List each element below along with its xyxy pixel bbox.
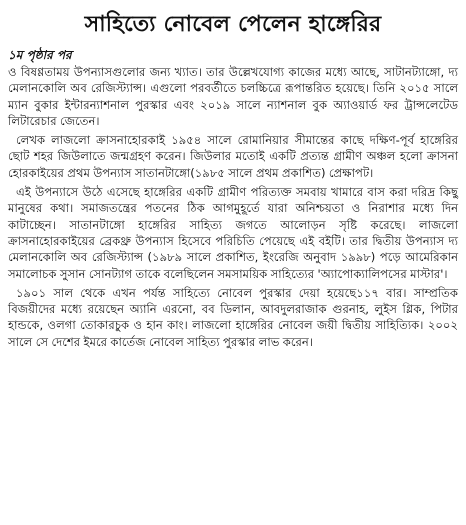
article-headline: সাহিত্যে নোবেল পেলেন হাঙ্গেরির [84, 12, 382, 37]
article-paragraph: এই উপন্যাসে উঠে এসেছে হাঙ্গেরির একটি গ্রামীণ পরিত্যক্ত সমবায় খামারে বাস করা দরিদ্র কিছু মানুষের কথা। সমাজতন্ত্রের পতনের ঠিক আগমুহূর্তে যারা অনিশ্চয়তা ও নিরাশার মধ্যে দিন কাটাচ্ছেন। সাতানটাঙ্গো হাঙ্গেরির সাহিত্য জগতে আলোড়ন সৃষ্টি করেছে। লাজলো ক্রাসনাহোরকাইয়ের ব্রেকথ্রু উপন্যাস হিসেবে পরিচিতি পেয়েছে এই বইটি। তার দ্বিতীয় উপন্যাস দ্য মেলানকোলি অব রেজিস্ট্যান্স (১৯৮৯ সালে প্রকাশিত, ইংরেজি অনুবাদ ১৯৯৮) পড়ে আমেরিকান সমালোচক সুসান সোনট্যাগ তাকে বলেছিলেন সমসাময়িক সাহিত্যের 'অ্যাপোক্যালিপসের মাস্টার'। [8, 185, 458, 281]
article-paragraph: লেখক লাজলো ক্রাসনাহোরকাই ১৯৫৪ সালে রোমানিয়ার সীমান্তের কাছে দক্ষিণ-পূর্ব হাঙ্গেরির ছোট শহর জিউলাতে জন্মগ্রহণ করেন। জিউলার মতোই একটি প্রত্যন্ত গ্রামীণ অঞ্চল হলো ক্রাসনা হোরকাইয়ের প্রথম উপন্যাস সাতানটাঙ্গো(১৯৮৫ সালে প্রথম প্রকাশিত) প্রেক্ষাপট। [8, 133, 458, 180]
article-paragraph: ও বিষণ্ণতাময় উপন্যাসগুলোর জন্য খ্যাত। তার উল্লেখযোগ্য কাজের মধ্যে আছে, সাটানট্যাঙ্গো, দ্য মেলানকোলি অব রেজিস্ট্যান্স। এগুলো পরবর্তীতে চলচ্চিত্রে রূপান্তরিত হয়েছে। তিনি ২০১৫ সালে ম্যান বুকার ইন্টারন্যাশনাল পুরস্কার এবং ২০১৯ সালে ন্যাশনাল বুক অ্যাওয়ার্ড ফর ট্রান্সলেটেড লিটারেচার জেতেন। [8, 65, 458, 128]
continuation-label: ১ম পৃষ্ঠার পর [8, 48, 72, 62]
article-paragraph: ১৯০১ সাল থেকে এখন পর্যন্ত সাহিত্যে নোবেল পুরস্কার দেয়া হয়েছে১১৭ বার। সাম্প্রতিক বিজয়ীদের মধ্যে রয়েছেন অ্যানি এরনো, বব ডিলান, আবদুলরাজাক গুরনাহ, লুইস গ্লিক, পিটার হান্ডকে, ওলগা তোকারচুক ও হান কাং। লাজলো হাঙ্গেরির নোবেল জয়ী দ্বিতীয় সাহিত্যিক। ২০০২ সালে সে দেশের ইমরে কার্তেজ নোবেল সাহিত্য পুরস্কার লাভ করেন। [8, 285, 458, 349]
